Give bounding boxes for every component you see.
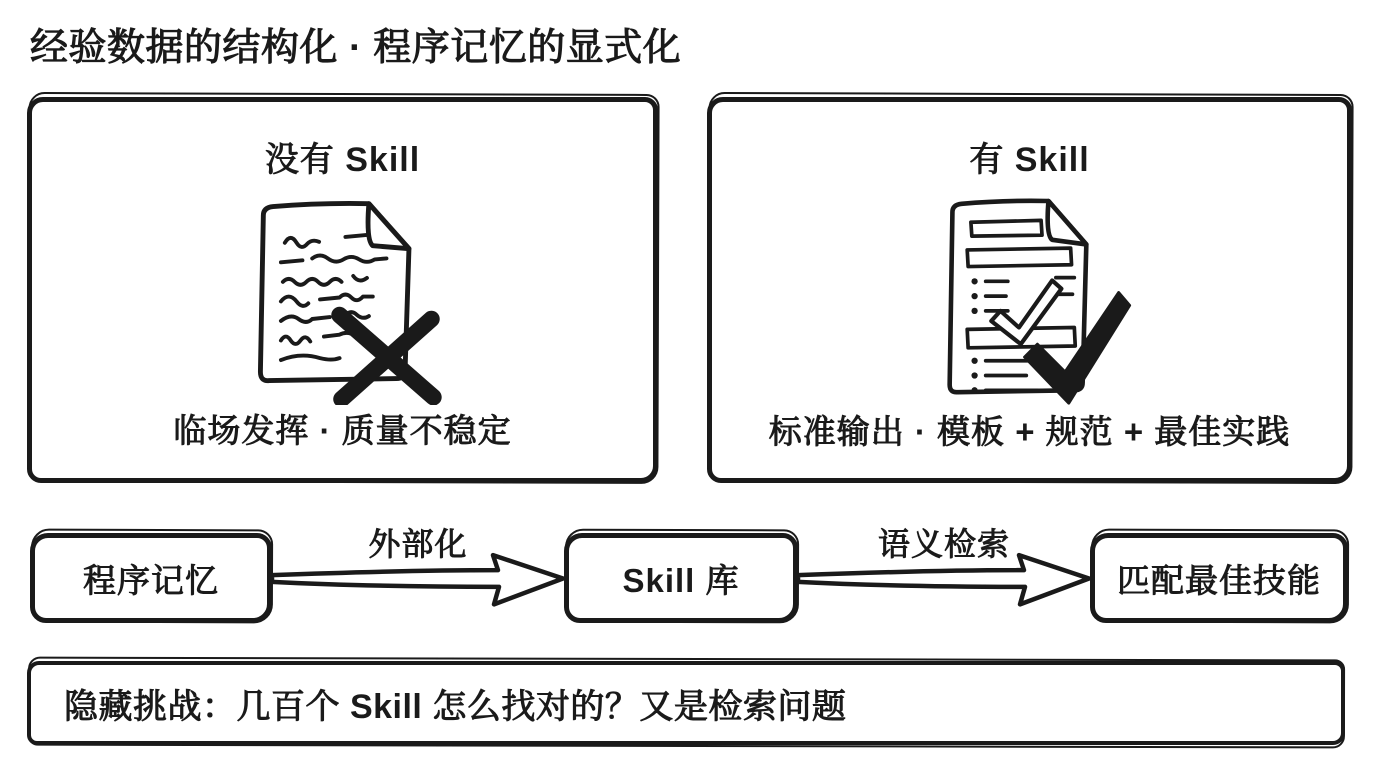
flow-node-procedural-memory: 程序记忆 xyxy=(30,533,272,623)
panel-without-skill-heading: 没有 Skill xyxy=(264,141,421,179)
panel-without-skill xyxy=(27,97,658,483)
right-arrow-icon xyxy=(268,551,568,611)
flow-arrow-semantic-search xyxy=(798,526,1090,623)
right-arrow-icon xyxy=(794,551,1094,611)
panel-without-skill-caption: 临场发挥 · 质量不稳定 xyxy=(173,412,512,449)
messy-document-x-icon xyxy=(230,189,455,405)
flow-node-skill-library: Skill 库 xyxy=(564,533,798,623)
challenge-banner xyxy=(27,661,1345,745)
panel-with-skill-caption: 标准输出 · 模板 + 规范 + 最佳实践 xyxy=(768,413,1291,450)
flow-arrow-semantic-search-label: 语义检索 xyxy=(877,526,1010,562)
page-title: 经验数据的结构化 · 程序记忆的显式化 xyxy=(30,27,682,69)
challenge-banner-text: 隐藏挑战：几百个 Skill 怎么找对的？又是检索问题 xyxy=(64,687,847,726)
checklist-document-check-icon xyxy=(919,189,1141,406)
flow-arrow-externalize-label: 外部化 xyxy=(368,526,468,562)
comparison-panels xyxy=(27,97,1352,483)
flow-arrow-externalize xyxy=(272,526,564,623)
panel-with-skill-heading: 有 Skill xyxy=(969,141,1090,179)
flow-node-match-best-skill: 匹配最佳技能 xyxy=(1090,533,1348,623)
panel-with-skill xyxy=(707,97,1352,483)
flow-diagram xyxy=(30,526,1348,623)
